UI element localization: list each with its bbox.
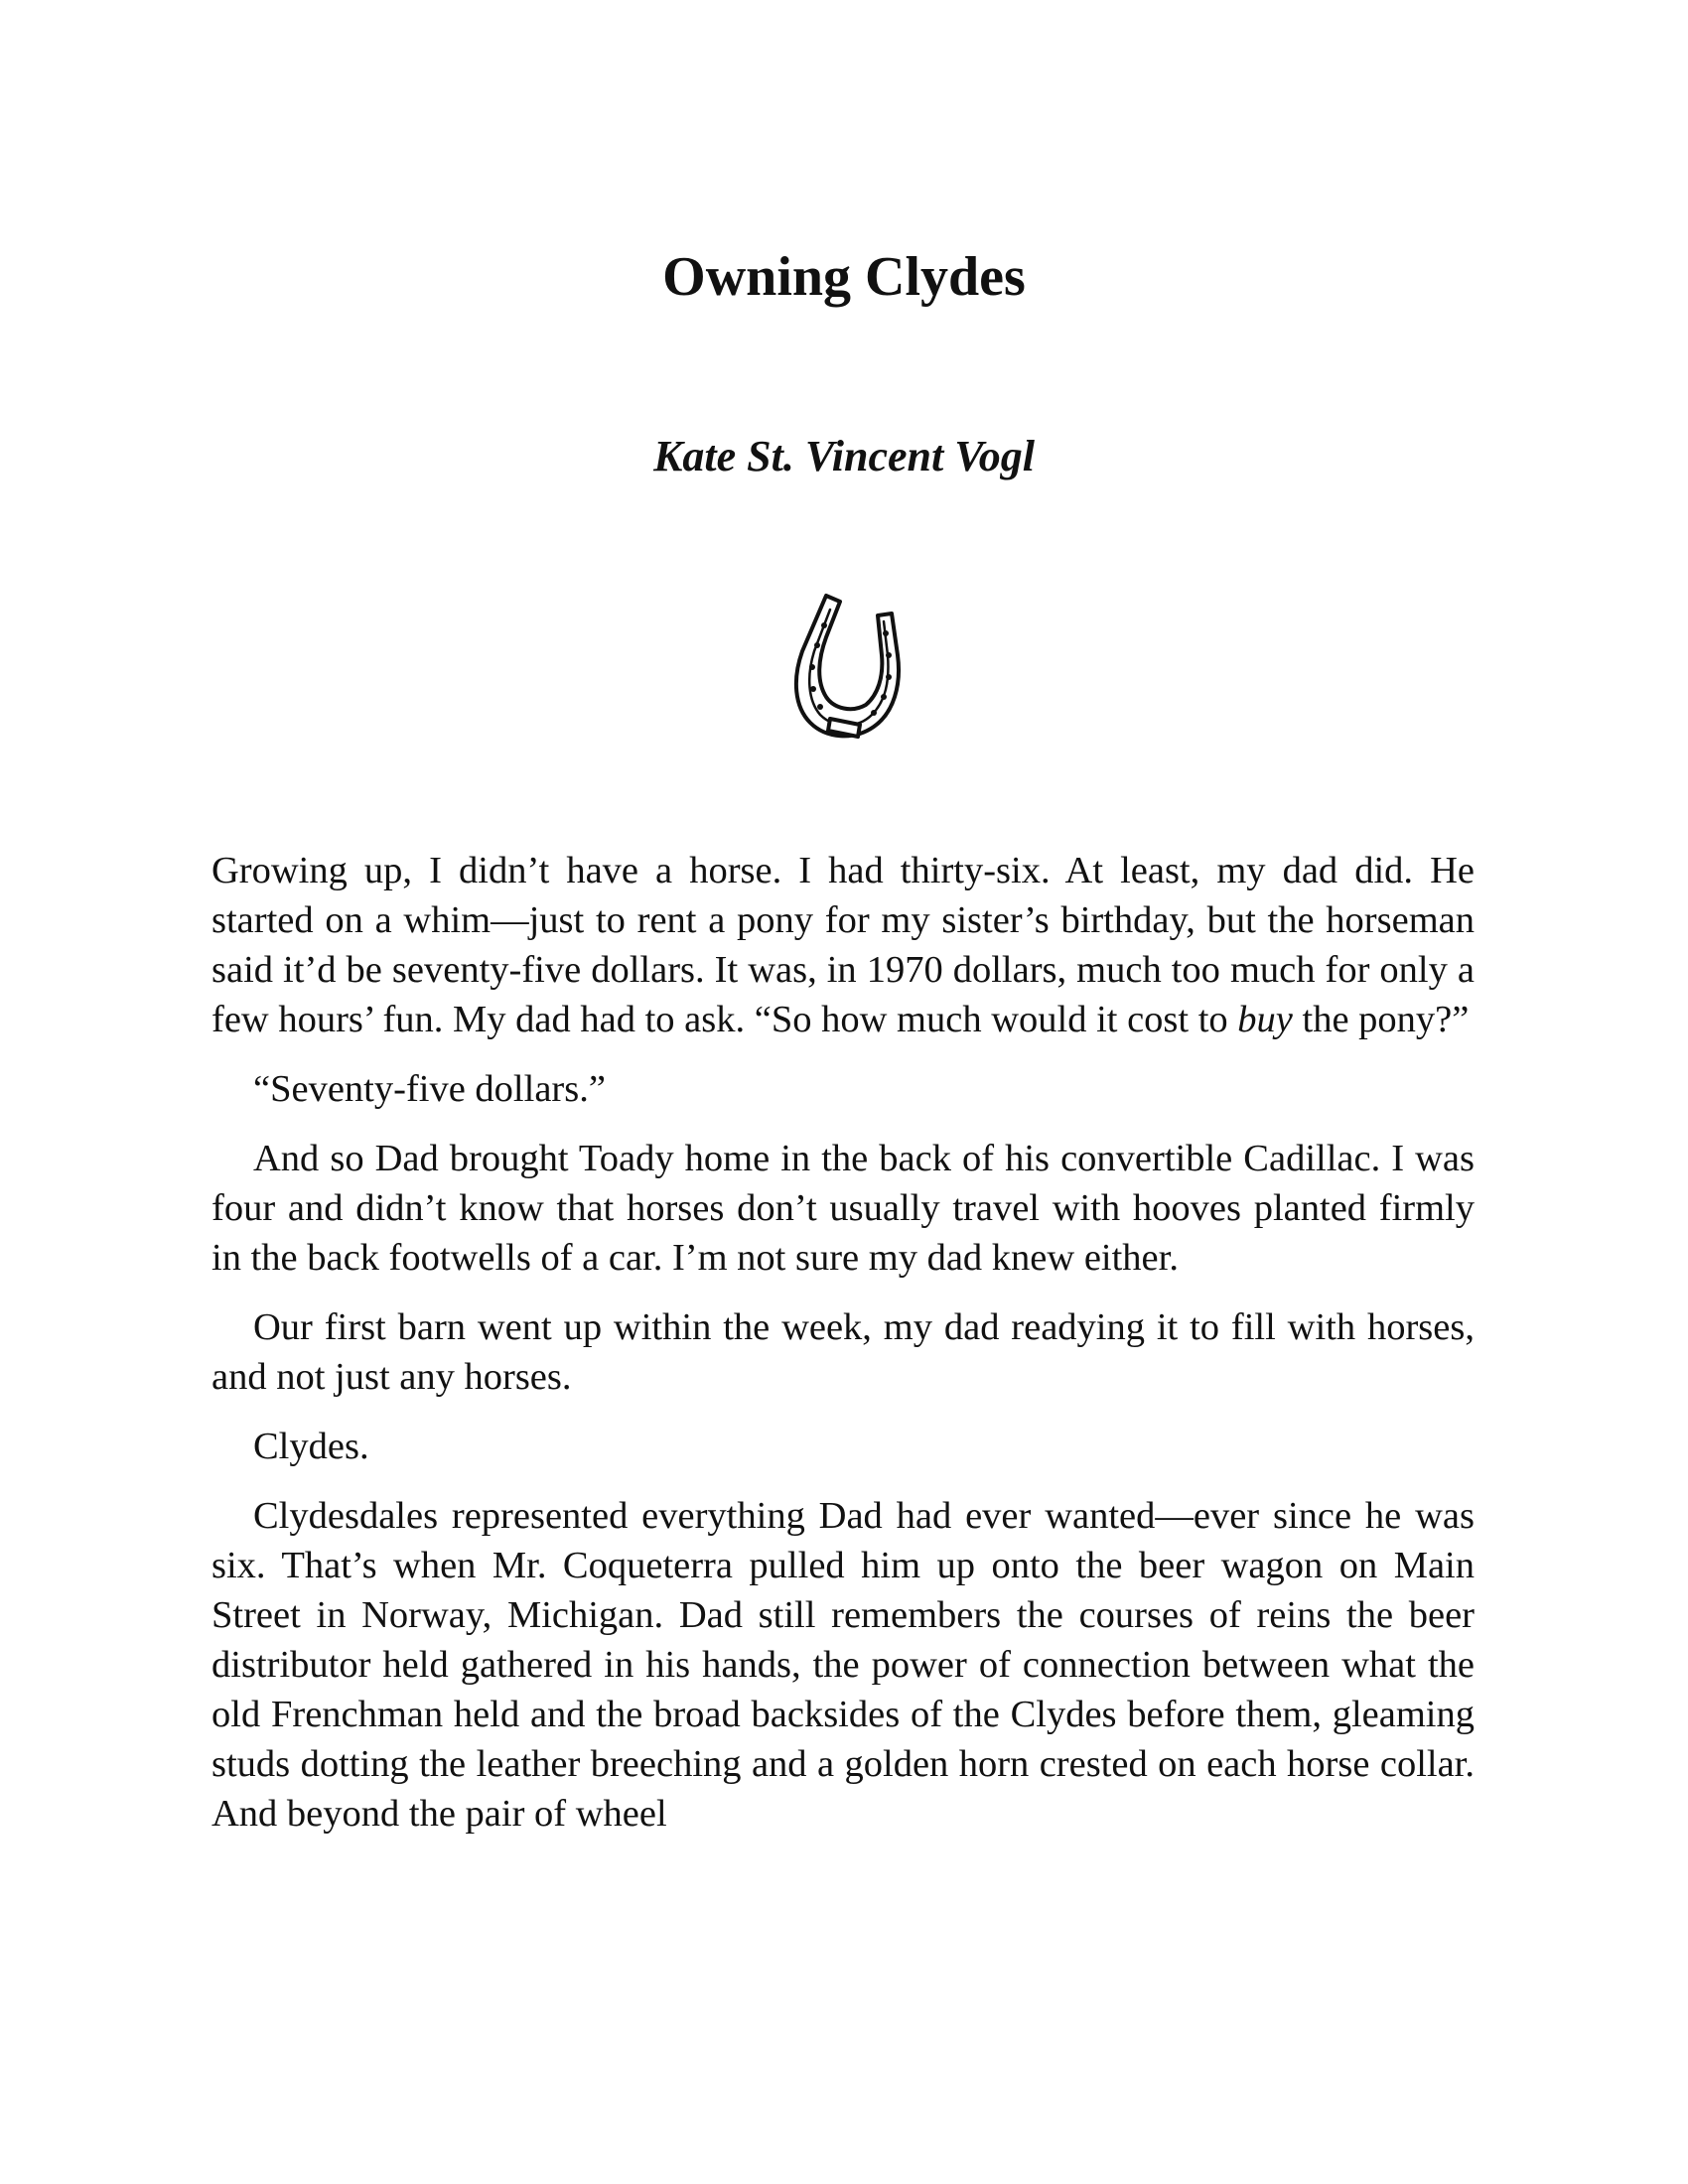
emphasized-word: buy [1237, 999, 1293, 1040]
body-paragraph [211, 846, 1475, 1044]
body-paragraph: Clydesdales represented everything Dad had ever wanted—ever since he was six. That’s when Mr. Coqueterra pulled him up onto the beer wagon on Main Street in Norway, Michigan. Dad still remembers the courses of reins the beer distributor held gathered in his hands, the power of connection between what the old Frenchman held and the broad backsides of the Clydes before them, gleaming studs dotting the leather breeching and a golden horn crested on each horse collar. And beyond the pair of wheel [211, 1495, 1475, 1835]
body-paragraph: Clydes. [253, 1426, 369, 1467]
paragraph-text: the pony?” [1292, 999, 1470, 1040]
horseshoe-icon [774, 586, 914, 745]
body-paragraph: And so Dad brought Toady home in the back of his convertible Cadillac. I was four and didn’t know that horses don’t usually travel with hooves planted firmly in the back footwells of a car. I’m not sure my dad knew either. [211, 1138, 1475, 1279]
body-paragraph: Our first barn went up within the week, my dad readying it to fill with horses, and not just any horses. [211, 1306, 1475, 1398]
chapter-author: Kate St. Vincent Vogl [653, 432, 1035, 480]
chapter-title: Owning Clydes [662, 246, 1026, 308]
paragraph-text: Growing up, I didn’t have a horse. I had thirty-six. At least, my dad did. He started on a whim—just to rent a pony for my sister’s birthday, but the horseman said it’d be seventy-five dollars. It was, in 1970 dollars, much too much for only a few hours’ fun. My dad had to ask. “So how much would it cost to [211, 850, 1475, 1040]
body-paragraph: “Seventy-five dollars.” [253, 1068, 606, 1110]
chapter-body [211, 846, 1475, 1839]
